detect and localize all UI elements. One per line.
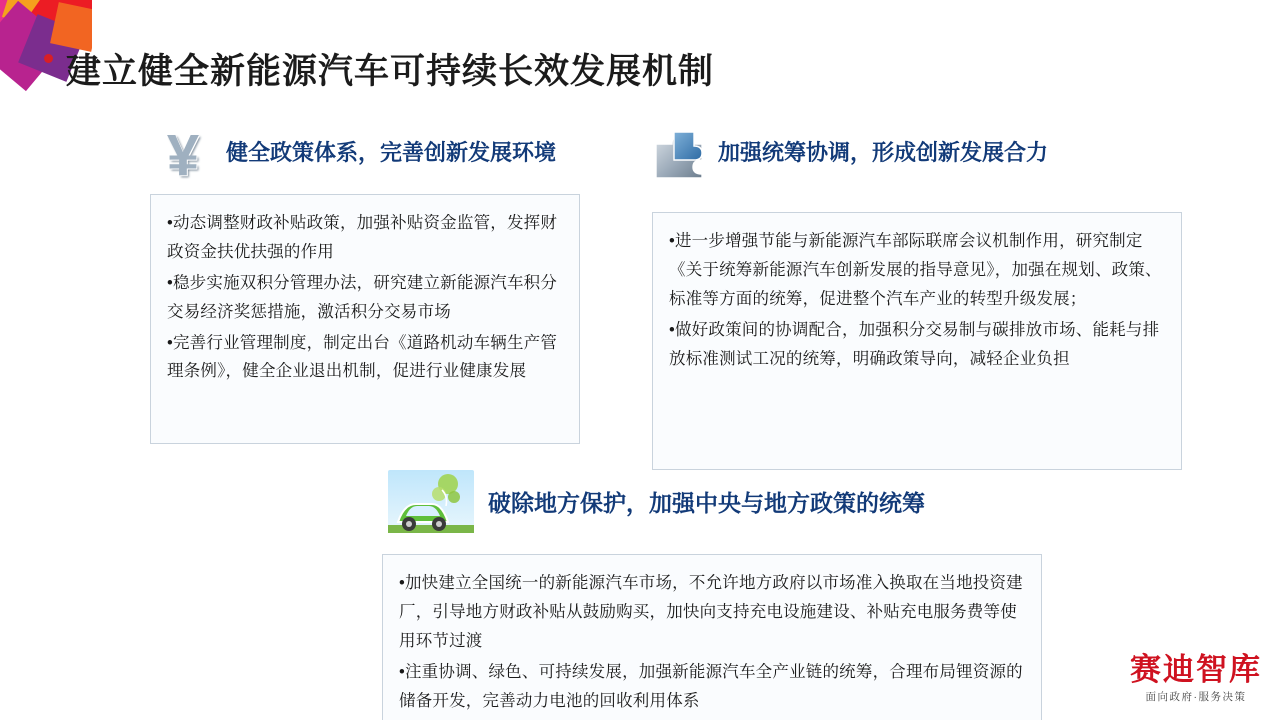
panel-heading-left: 健全政策体系，完善创新发展环境	[226, 140, 557, 165]
page-title: 建立健全新能源汽车可持续长效发展机制	[66, 52, 715, 91]
panel-body-bottom	[382, 554, 1042, 720]
panel-policy-system	[150, 123, 580, 444]
footer-logo-main: 赛迪智库	[1130, 651, 1262, 687]
panel-body-left	[150, 194, 580, 444]
footer-logo-sub: 面向政府·服务决策	[1145, 690, 1247, 703]
bullet-item: •注重协调、绿色、可持续发展，加强新能源汽车全产业链的统筹，合理布局锂资源的储备开发，完善动力电池的回收利用体系	[399, 662, 1023, 710]
bullet-item: •稳步实施双积分管理办法，研究建立新能源汽车积分交易经济奖惩措施，激活积分交易市场	[167, 273, 558, 321]
logo-dot	[44, 54, 53, 63]
panel-local-protection	[382, 470, 1042, 720]
puzzle-piece-icon	[652, 130, 708, 182]
eco-car-icon	[382, 470, 478, 548]
bullet-item: •动态调整财政补贴政策，加强补贴资金监管，发挥财政资金扶优扶强的作用	[167, 214, 558, 261]
panel-body-right	[652, 212, 1182, 470]
bullet-item: •加快建立全国统一的新能源汽车市场，不允许地方政府以市场准入换取在当地投资建厂，引导地方财政补贴从鼓励购买，加快向支持充电设施建设、补贴充电服务费等使用环节过渡	[399, 574, 1023, 650]
panel-header	[150, 123, 580, 188]
bullet-item: •完善行业管理制度，制定出台《道路机动车辆生产管理条例》，健全企业退出机制，促进行业健康发展	[167, 333, 558, 381]
footer-brand-logo	[1130, 651, 1262, 703]
yen-coin-icon: ¥	[166, 123, 200, 188]
panel-header	[652, 130, 1182, 182]
panel-heading-right: 加强统筹协调，形成创新发展合力	[718, 140, 1049, 165]
panel-heading-bottom: 破除地方保护，加强中央与地方政策的统筹	[488, 490, 925, 516]
panel-header	[382, 470, 1042, 548]
bullet-item: •进一步增强节能与新能源汽车部际联席会议机制作用，研究制定《关于统筹新能源汽车创新发展的指导意见》，加强在规划、政策、标准等方面的统筹，促进整个汽车产业的转型升级发展；	[669, 232, 1162, 308]
panel-coordination	[652, 130, 1182, 470]
bullet-item: •做好政策间的协调配合，加强积分交易制与碳排放市场、能耗与排放标准测试工况的统筹，明确政策导向，减轻企业负担	[669, 320, 1160, 368]
